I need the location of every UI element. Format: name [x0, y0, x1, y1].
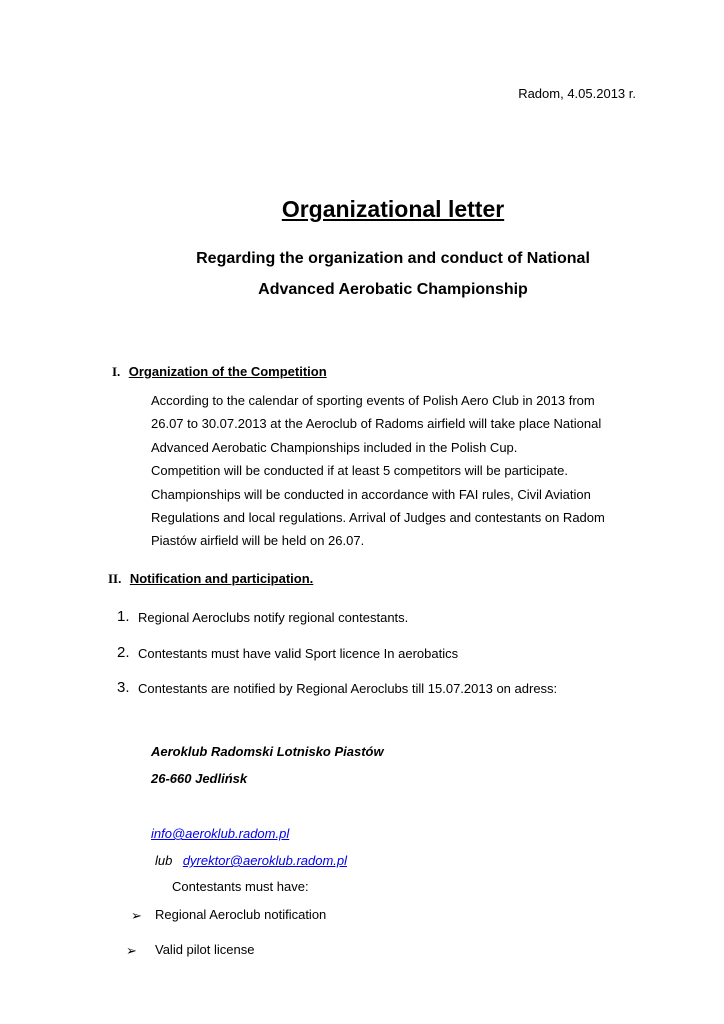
- section-number: I.: [112, 364, 121, 379]
- arrow-bullet-icon: ➢: [126, 943, 137, 958]
- paragraph-line: Advanced Aerobatic Championships included in the Polish Cup.: [151, 439, 518, 455]
- paragraph-line: Championships will be conducted in accordance with FAI rules, Civil Aviation: [151, 486, 591, 502]
- email-link-info[interactable]: info@aeroklub.radom.pl: [151, 826, 290, 841]
- address-line-1: Aeroklub Radomski Lotnisko Piastów: [151, 744, 384, 759]
- subtitle-line-1: Regarding the organization and conduct of National: [196, 250, 590, 267]
- section-title: Organization of the Competition: [128, 364, 327, 379]
- section-title: Notification and participation.: [129, 571, 314, 586]
- lub-label: lub: [155, 853, 173, 868]
- paragraph-line: Piastów airfield will be held on 26.07.: [151, 533, 365, 549]
- list-item: [117, 679, 558, 697]
- bullet-text: Regional Aeroclub notification: [155, 907, 327, 922]
- paragraph-line: Competition will be conducted if at least 5 competitors will be participate.: [151, 463, 568, 479]
- paragraph-line: According to the calendar of sporting events of Polish Aero Club in 2013 from: [151, 393, 595, 408]
- subtitle-line-2: Advanced Aerobatic Championship: [258, 281, 528, 298]
- bullet-item: [126, 942, 255, 960]
- section-2-heading: [108, 570, 313, 588]
- page-title: Organizational letter: [281, 196, 505, 222]
- list-item: [117, 608, 409, 626]
- requirements-label: Contestants must have:: [172, 879, 309, 894]
- section-number: II.: [108, 571, 122, 586]
- list-item-number: 1.: [117, 608, 130, 625]
- alternate-email: [155, 852, 347, 870]
- section-1-paragraph: [151, 389, 651, 553]
- list-item-number: 2.: [117, 644, 130, 661]
- email-link-director[interactable]: dyrektor@aeroklub.radom.pl: [182, 853, 348, 868]
- section-1-heading: [112, 363, 327, 381]
- bullet-text: Valid pilot license: [155, 942, 255, 957]
- list-item-number: 3.: [117, 679, 130, 696]
- address-line-2: 26-660 Jedlińsk: [151, 771, 248, 786]
- list-item-text: Contestants are notified by Regional Aeroclubs till 15.07.2013 on adress:: [138, 681, 558, 696]
- list-item: [117, 644, 459, 662]
- arrow-bullet-icon: ➢: [131, 908, 142, 923]
- paragraph-line: 26.07 to 30.07.2013 at the Aeroclub of Radoms airfield will take place National: [151, 416, 602, 432]
- bullet-item: [131, 907, 327, 925]
- paragraph-line: Regulations and local regulations. Arrival of Judges and contestants on Radom: [151, 510, 605, 526]
- document-date: Radom, 4.05.2013 r.: [518, 86, 636, 101]
- list-item-text: Regional Aeroclubs notify regional contestants.: [138, 610, 409, 625]
- list-item-text: Contestants must have valid Sport licence In aerobatics: [138, 646, 459, 661]
